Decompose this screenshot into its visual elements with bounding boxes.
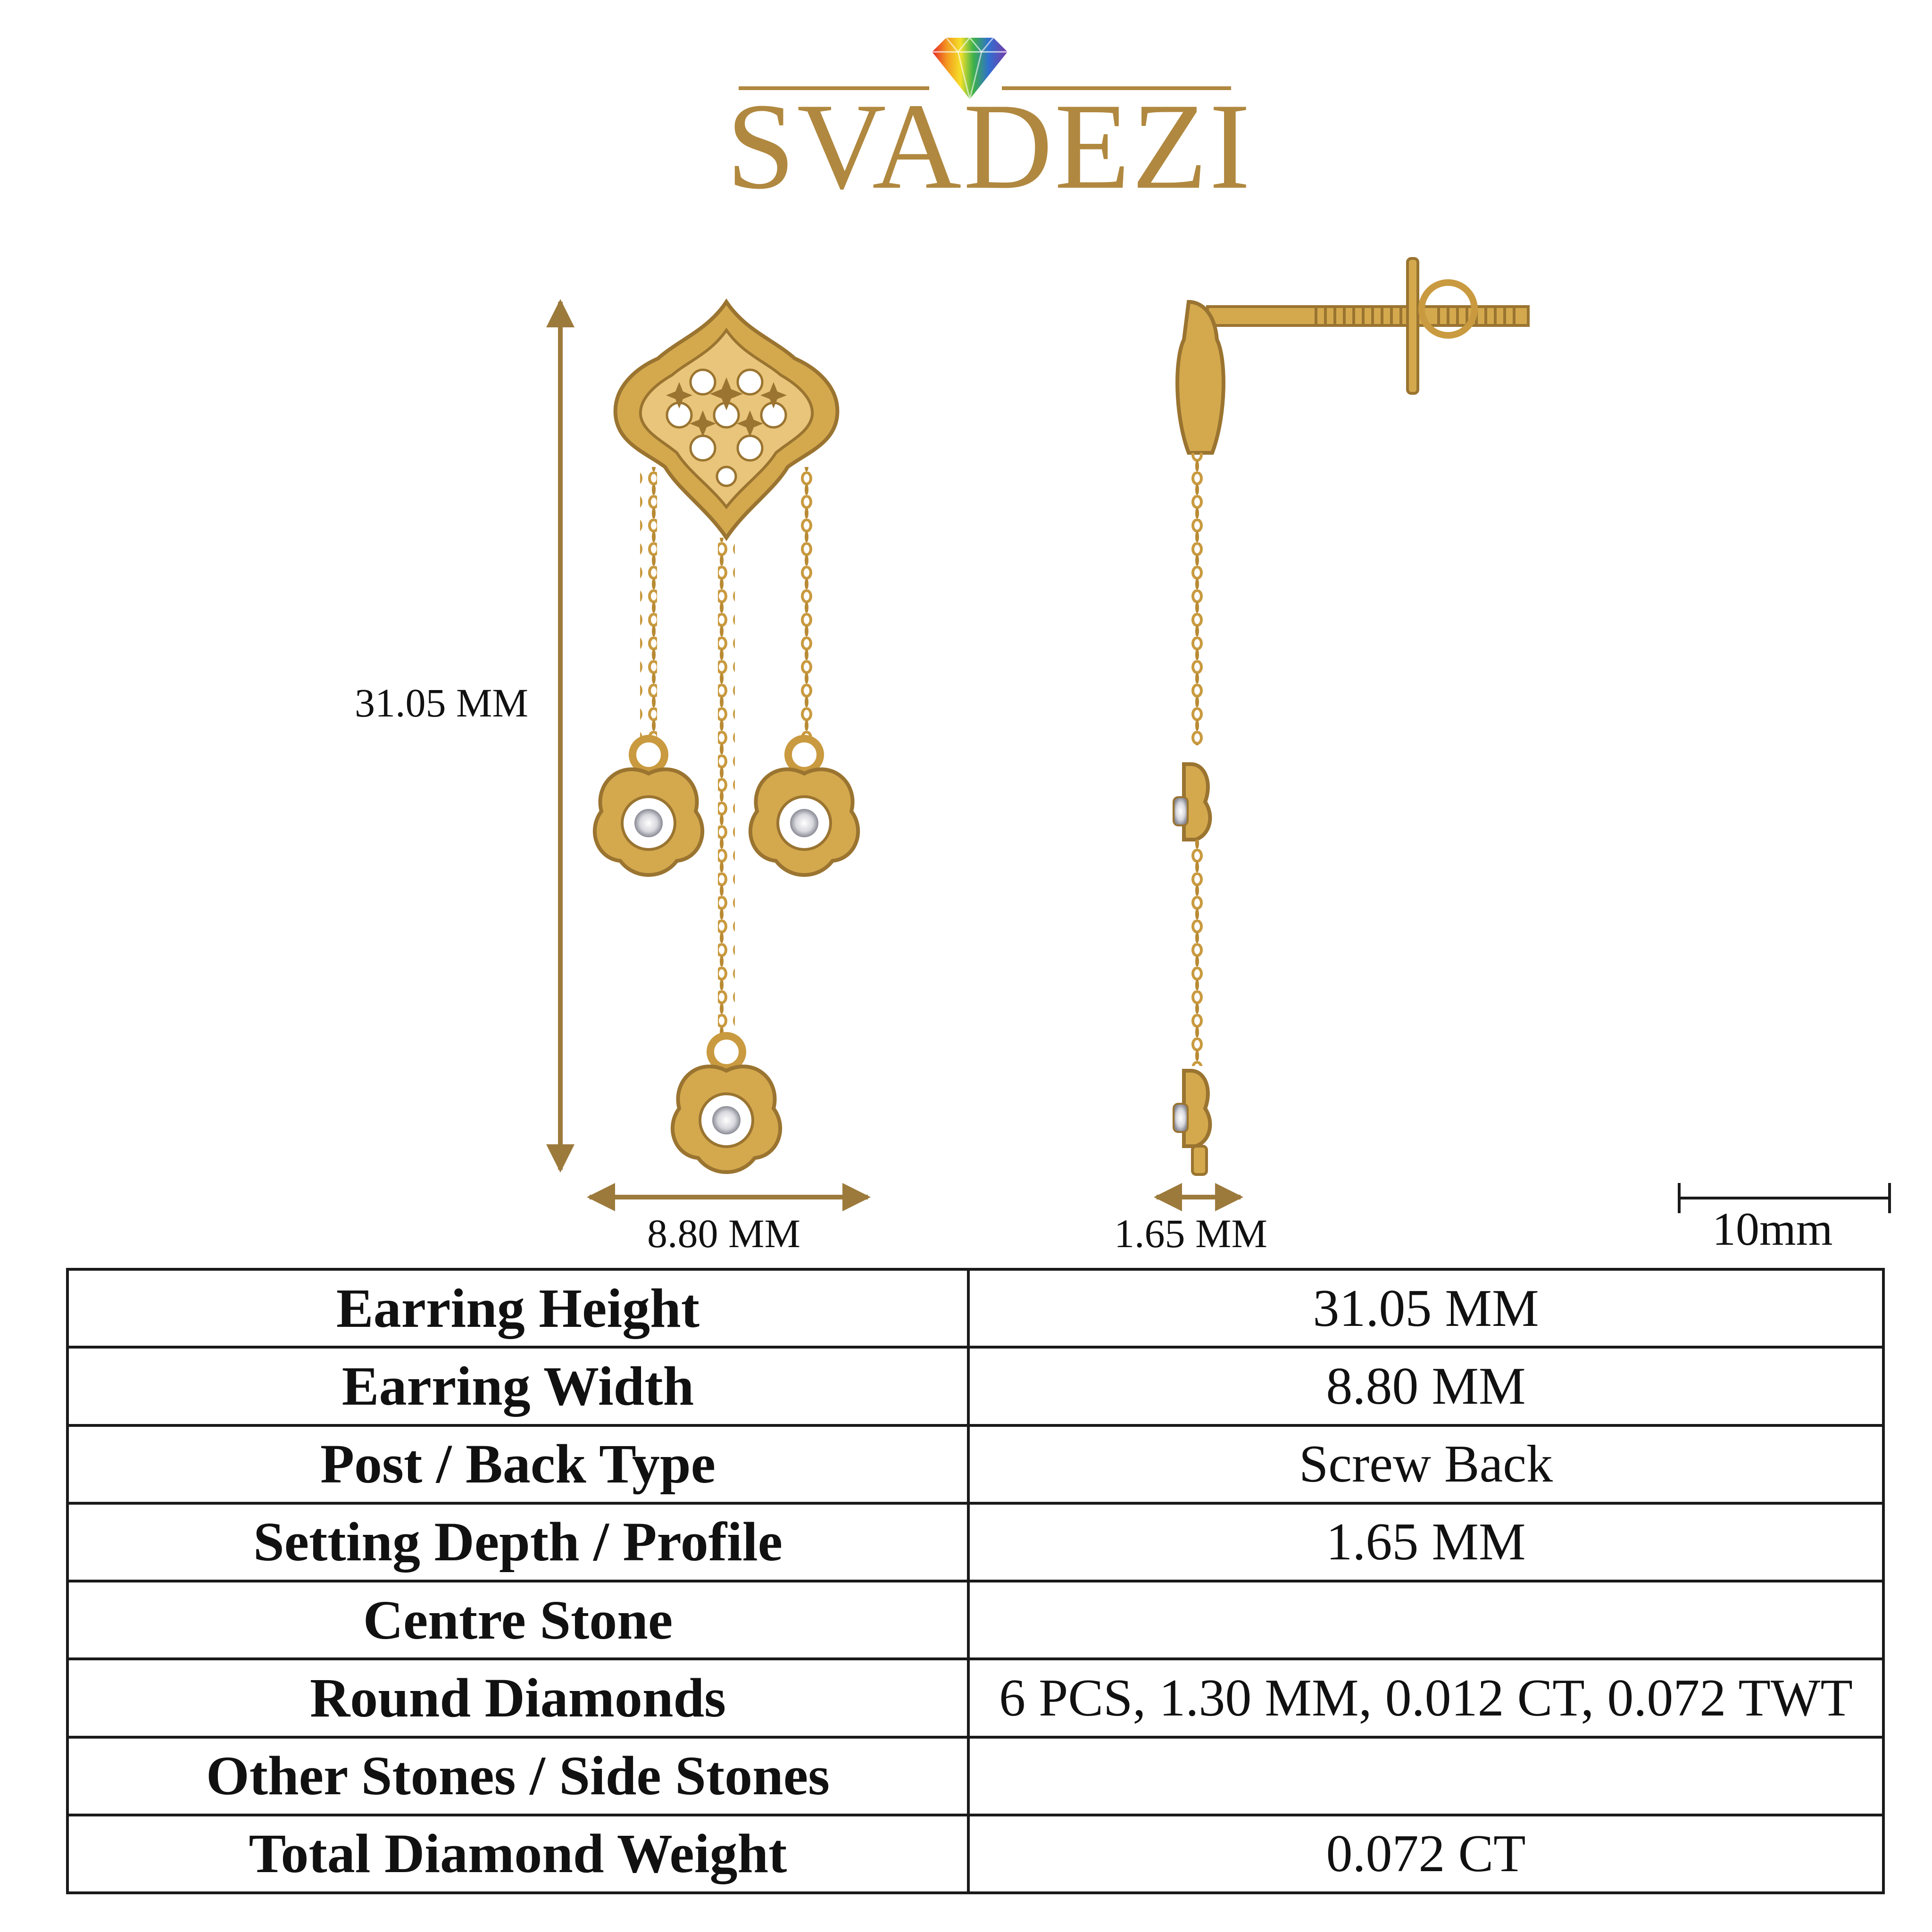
spec-label: Earring Height [67,1269,968,1347]
table-row [67,1659,1883,1737]
depth-dimension-label: 1.65 MM [1114,1211,1267,1256]
table-row [67,1815,1883,1893]
spec-value: 31.05 MM [968,1269,1883,1347]
diamond-drop-right [750,739,858,875]
spec-label: Total Diamond Weight [67,1815,968,1893]
spec-label: Other Stones / Side Stones [67,1737,968,1815]
table-row [67,1425,1883,1503]
earring-side-view [1174,258,1528,1174]
table-row [67,1503,1883,1581]
spec-label: Centre Stone [67,1581,968,1659]
spec-table [66,1268,1885,1894]
spec-value: 0.072 CT [968,1815,1883,1893]
spec-label: Setting Depth / Profile [67,1503,968,1581]
brand-name: SVADEZI [726,78,1252,215]
spec-value [968,1581,1883,1659]
spec-value [968,1737,1883,1815]
spec-label: Round Diamonds [67,1659,968,1737]
earring-front-view [595,302,858,1172]
spec-label: Post / Back Type [67,1425,968,1503]
spec-label: Earring Width [67,1347,968,1425]
spec-value: 8.80 MM [968,1347,1883,1425]
diamond-drop-bottom [673,1036,780,1172]
height-dimension-label: 31.05 MM [355,680,528,725]
spec-value: 6 PCS, 1.30 MM, 0.012 CT, 0.072 TWT [968,1659,1883,1737]
spec-value: 1.65 MM [968,1503,1883,1581]
spec-value: Screw Back [968,1425,1883,1503]
table-row [67,1347,1883,1425]
table-row [67,1269,1883,1347]
table-row [67,1737,1883,1815]
scale-bar-label: 10mm [1712,1203,1833,1255]
diamond-drop-left [595,739,702,875]
width-dimension-label: 8.80 MM [647,1211,800,1256]
table-row [67,1581,1883,1659]
